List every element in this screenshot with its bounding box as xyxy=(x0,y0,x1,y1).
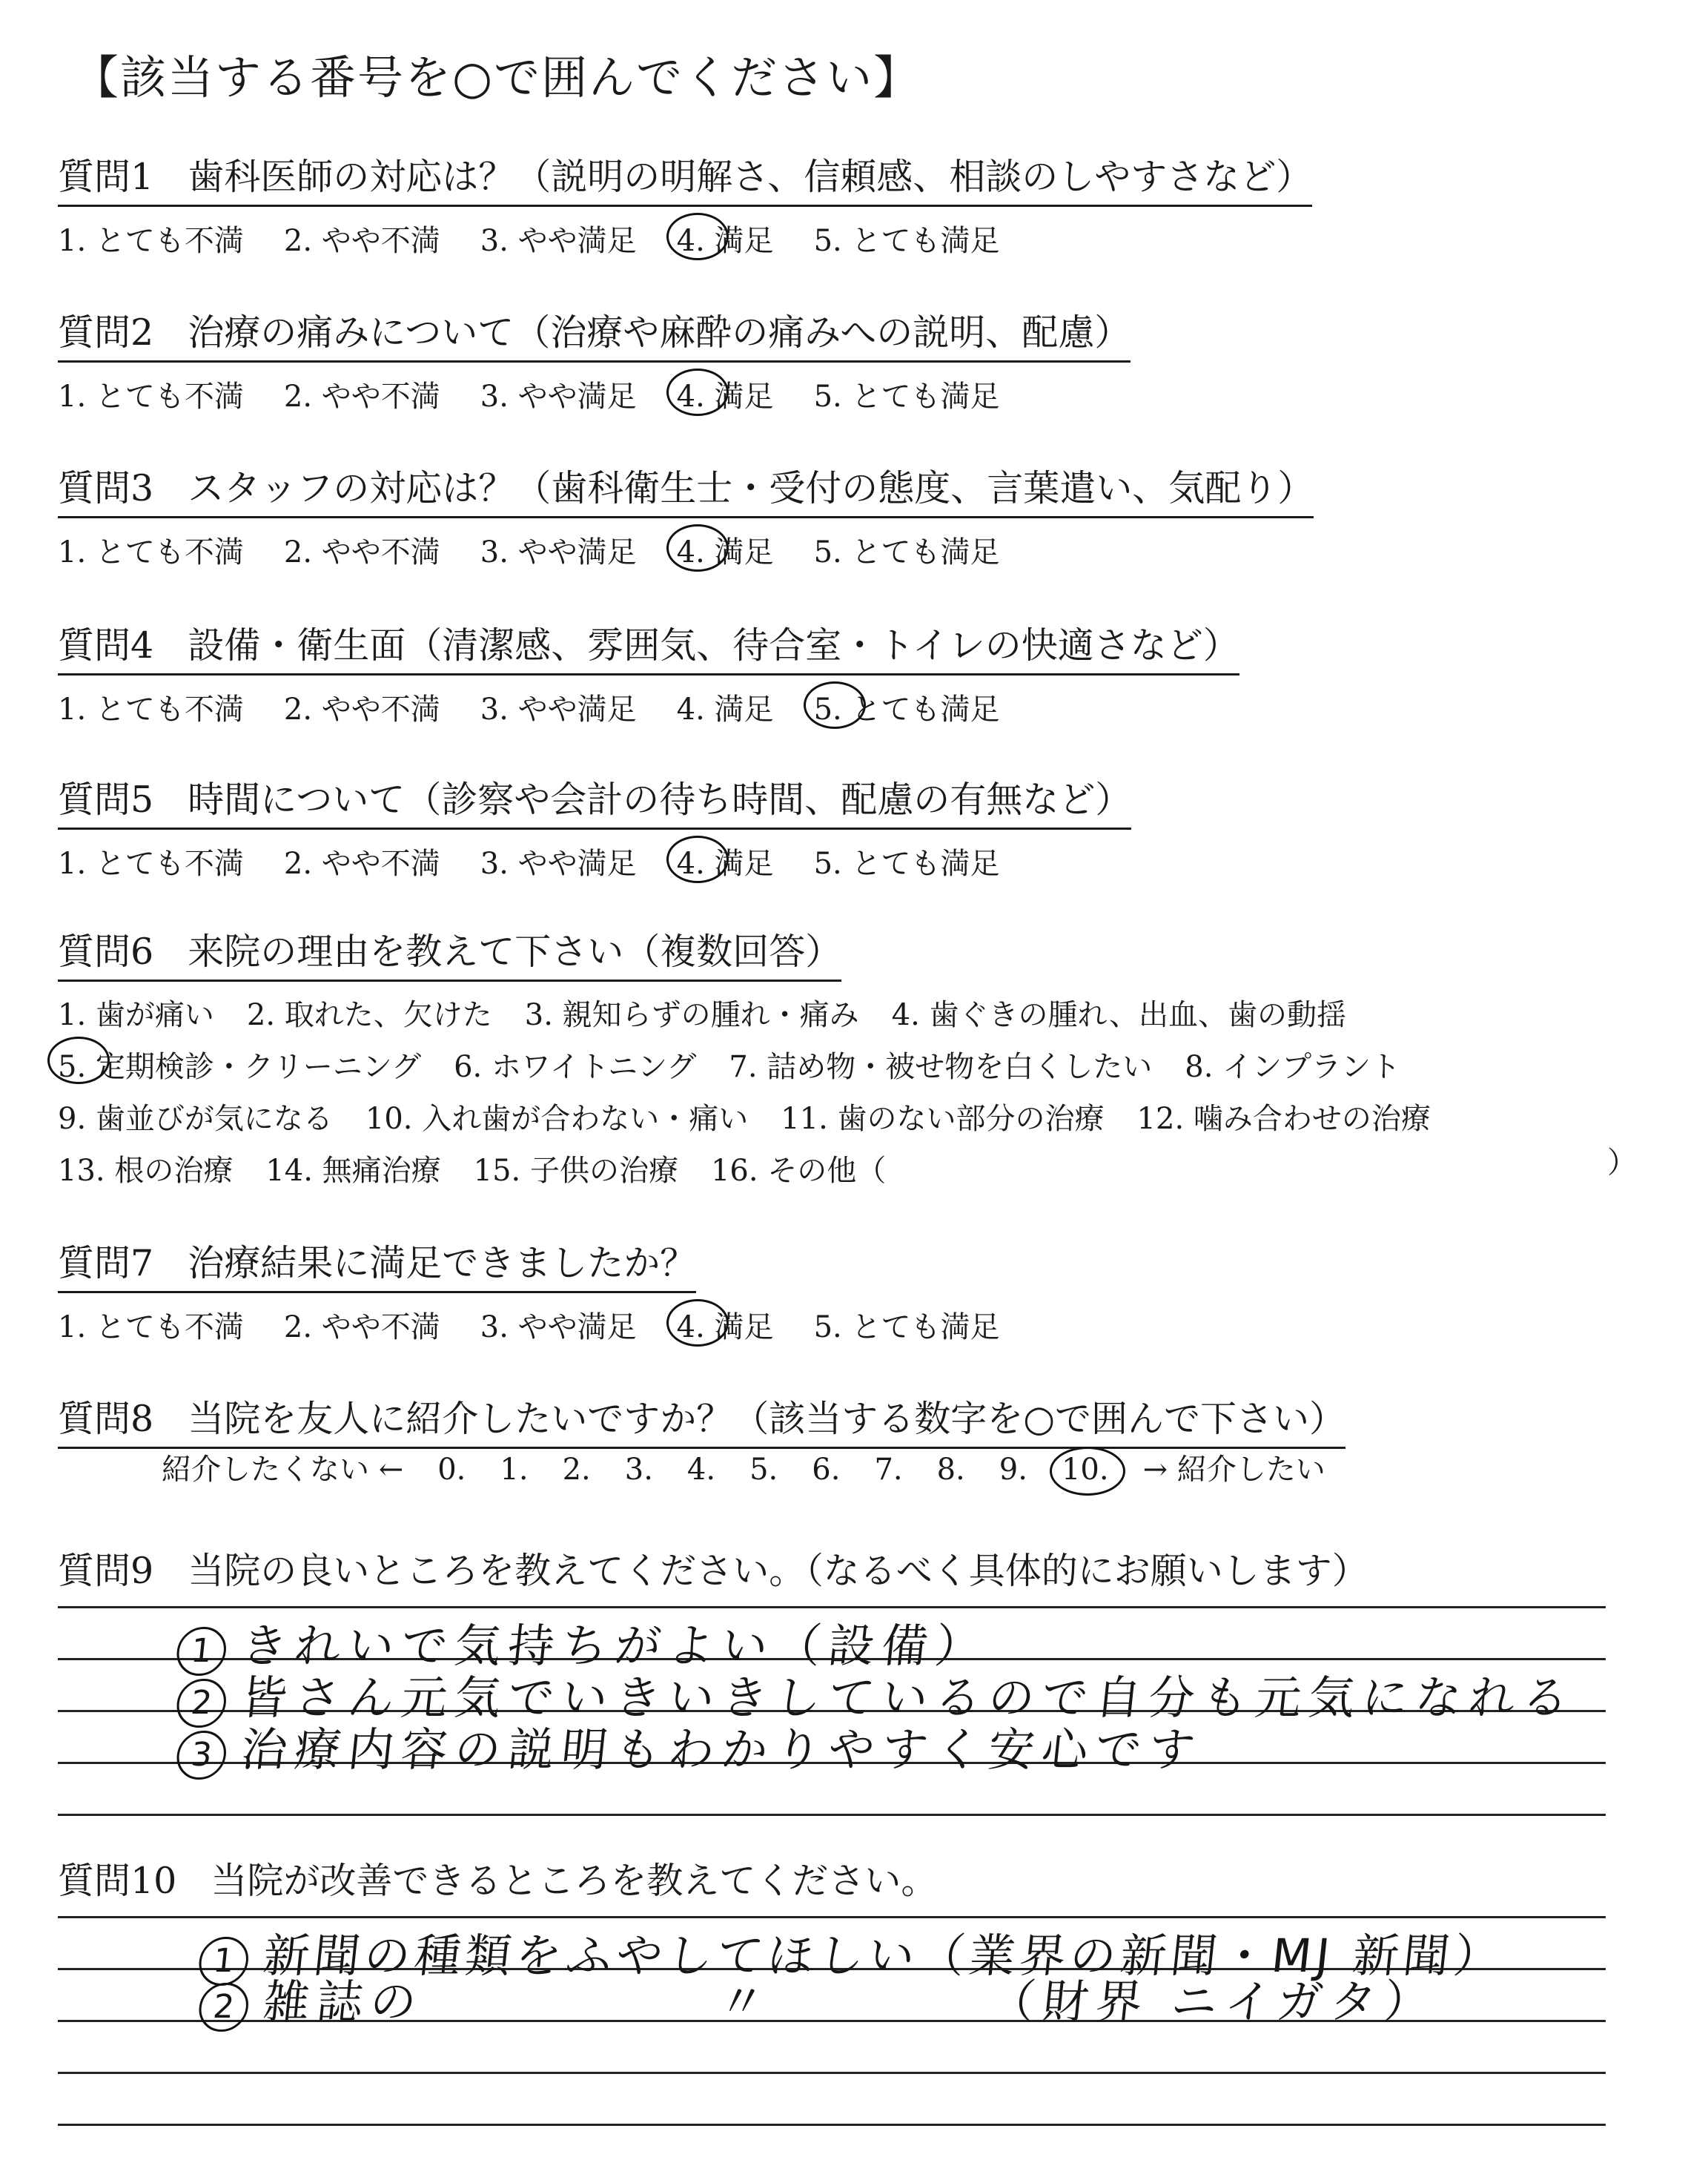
reason-option-8[interactable]: 8. インプラント xyxy=(1185,1050,1401,1084)
option-1[interactable]: 1. とても不満 xyxy=(58,535,244,569)
answer-options xyxy=(58,686,1239,728)
option-5[interactable]: 5. とても満足 xyxy=(813,847,1000,881)
reason-row xyxy=(58,989,1463,1041)
answer-mark: 2 xyxy=(196,1983,251,2032)
answer-text: きれいで気持ちがよい（設備） xyxy=(238,1619,992,1673)
option-3[interactable]: 3. やや満足 xyxy=(480,380,637,414)
question-10 xyxy=(58,1852,937,1909)
question-heading xyxy=(58,617,1239,676)
reason-row xyxy=(58,1093,1463,1145)
question-heading xyxy=(58,148,1312,207)
question-number: 質問10 xyxy=(58,1860,177,1902)
scale-8[interactable]: 8. xyxy=(936,1453,965,1487)
scale-9[interactable]: 9. xyxy=(999,1453,1027,1487)
option-1[interactable]: 1. とても不満 xyxy=(58,847,244,881)
answer-line xyxy=(58,1916,1606,1918)
question-heading xyxy=(58,771,1131,830)
answer-mark: 3 xyxy=(174,1731,228,1780)
reason-option-11[interactable]: 11. 歯のない部分の治療 xyxy=(781,1102,1105,1136)
scale-10-selected[interactable]: 10. xyxy=(1061,1453,1109,1487)
question-heading xyxy=(58,304,1131,363)
question-4 xyxy=(58,617,1239,728)
question-heading xyxy=(58,1390,1345,1449)
option-4-selected[interactable]: 4. 満足 xyxy=(677,1304,774,1346)
question-7 xyxy=(58,1235,1039,1346)
reason-option-15[interactable]: 15. 子供の治療 xyxy=(473,1154,678,1188)
answer-mark: 2 xyxy=(174,1679,228,1728)
question-heading xyxy=(58,923,841,982)
question-number: 質問3 xyxy=(58,467,154,509)
question-2 xyxy=(58,304,1131,415)
reason-option-7[interactable]: 7. 詰め物・被せ物を白くしたい xyxy=(729,1050,1153,1084)
q9-answer-3 xyxy=(174,1713,1205,1780)
question-heading xyxy=(58,1235,696,1293)
option-5[interactable]: 5. とても満足 xyxy=(813,224,1000,258)
option-2[interactable]: 2. やや不満 xyxy=(283,1310,440,1344)
answer-options xyxy=(58,373,1131,415)
question-text: 歯科医師の対応は？（説明の明解さ、信頼感、相談のしやすさなど） xyxy=(188,156,1313,198)
answer-mark: 1 xyxy=(174,1627,228,1676)
scale-right-label: → 紹介したい xyxy=(1142,1453,1325,1487)
answer-text: 皆さん元気でいきいきしているので自分も元気になれる xyxy=(238,1671,1579,1725)
option-3[interactable]: 3. やや満足 xyxy=(480,1310,637,1344)
reason-option-13[interactable]: 13. 根の治療 xyxy=(58,1154,234,1188)
question-text: 来院の理由を教えて下さい（複数回答） xyxy=(188,931,842,973)
question-3 xyxy=(58,460,1314,571)
option-2[interactable]: 2. やや不満 xyxy=(283,224,440,258)
reason-option-2[interactable]: 2. 取れた、欠けた xyxy=(246,998,492,1032)
question-heading xyxy=(58,1542,1368,1599)
scale-left-label: 紹介したくない ← xyxy=(162,1453,404,1487)
reason-option-6[interactable]: 6. ホワイトニング xyxy=(454,1050,697,1084)
option-5[interactable]: 5. とても満足 xyxy=(813,380,1000,414)
option-3[interactable]: 3. やや満足 xyxy=(480,693,637,727)
answer-line xyxy=(58,2124,1606,2126)
answer-mark: 1 xyxy=(196,1937,251,1986)
question-number: 質問1 xyxy=(58,156,154,198)
scale-6[interactable]: 6. xyxy=(812,1453,841,1487)
scale-0[interactable]: 0. xyxy=(437,1453,466,1487)
question-text: 設備・衛生面（清潔感、雰囲気、待合室・トイレの快適さなど） xyxy=(188,624,1239,667)
answer-options xyxy=(58,217,1312,260)
question-number: 質問8 xyxy=(58,1398,154,1440)
option-4-selected[interactable]: 4. 満足 xyxy=(677,373,774,415)
question-text: 治療の痛みについて（治療や麻酔の痛みへの説明、配慮） xyxy=(188,311,1131,354)
reason-option-4[interactable]: 4. 歯ぐきの腫れ、出血、歯の動揺 xyxy=(891,998,1346,1032)
recommend-scale xyxy=(162,1446,1360,1488)
other-close-paren: ） xyxy=(1607,1146,1637,1180)
reason-row xyxy=(58,1145,1463,1197)
option-1[interactable]: 1. とても不満 xyxy=(58,1310,244,1344)
reason-option-16[interactable]: 16. その他（ xyxy=(710,1154,887,1188)
scale-5[interactable]: 5. xyxy=(749,1453,778,1487)
answer-options xyxy=(58,840,1131,882)
q10-answer-2-note: （財界 ニイガタ） xyxy=(986,1975,1440,2029)
q10-answer-2-ditto: 〃 xyxy=(715,1975,775,2029)
option-1[interactable]: 1. とても不満 xyxy=(58,693,244,727)
question-9 xyxy=(58,1542,1368,1599)
answer-line xyxy=(58,1814,1606,1816)
option-4-selected[interactable]: 4. 満足 xyxy=(677,529,774,571)
scale-4[interactable]: 4. xyxy=(686,1453,716,1487)
question-8 xyxy=(58,1390,1345,1449)
question-number: 質問2 xyxy=(58,311,154,354)
answer-line xyxy=(58,1606,1606,1608)
answer-options xyxy=(58,1304,1039,1346)
answer-line xyxy=(58,2072,1606,2074)
question-number: 質問7 xyxy=(58,1242,154,1284)
scale-1[interactable]: 1. xyxy=(500,1453,529,1487)
option-2[interactable]: 2. やや不満 xyxy=(283,535,440,569)
question-number: 質問5 xyxy=(58,779,154,821)
question-1 xyxy=(58,148,1312,260)
reason-row xyxy=(58,1041,1463,1093)
option-5[interactable]: 5. とても満足 xyxy=(813,535,1000,569)
reason-option-1[interactable]: 1. 歯が痛い xyxy=(58,998,214,1032)
option-1[interactable]: 1. とても不満 xyxy=(58,224,244,258)
question-5 xyxy=(58,771,1131,882)
option-4[interactable]: 4. 満足 xyxy=(676,693,774,727)
question-text: 当院の良いところを教えてください。（なるべく具体的にお願いします） xyxy=(188,1550,1368,1592)
answer-text: 雑誌の xyxy=(260,1975,427,2029)
question-text: 当院を友人に紹介したいですか？（該当する数字を○で囲んで下さい） xyxy=(188,1398,1345,1440)
question-heading xyxy=(58,460,1314,518)
reason-option-12[interactable]: 12. 噛み合わせの治療 xyxy=(1136,1102,1431,1136)
option-5-selected[interactable]: 5. とても満足 xyxy=(814,686,1000,728)
answer-options xyxy=(58,529,1314,571)
option-2[interactable]: 2. やや不満 xyxy=(283,693,440,727)
reason-options xyxy=(58,989,1463,1197)
scale-7[interactable]: 7. xyxy=(874,1453,903,1487)
question-number: 質問6 xyxy=(58,931,154,973)
reason-option-10[interactable]: 10. 入れ歯が合わない・痛い xyxy=(365,1102,749,1136)
reason-option-3[interactable]: 3. 親知らずの腫れ・痛み xyxy=(524,998,859,1032)
reason-option-14[interactable]: 14. 無痛治療 xyxy=(265,1154,441,1188)
question-number: 質問4 xyxy=(58,624,154,667)
option-3[interactable]: 3. やや満足 xyxy=(480,224,637,258)
question-text: 当院が改善できるところを教えてください。 xyxy=(211,1860,938,1902)
answer-text: 治療内容の説明もわかりやすく安心です xyxy=(238,1723,1205,1777)
answer-text: 新聞の種類をふやしてほしい（業界の新聞・MJ 新聞） xyxy=(260,1929,1507,1983)
page-title: 【該当する番号を○で囲んでください】 xyxy=(73,50,921,105)
question-number: 質問9 xyxy=(58,1550,154,1592)
question-text: 時間について（診察や会計の待ち時間、配慮の有無など） xyxy=(188,779,1132,821)
option-5[interactable]: 5. とても満足 xyxy=(813,1310,1000,1344)
question-text: 治療結果に満足できましたか？ xyxy=(188,1242,697,1284)
scale-2[interactable]: 2. xyxy=(562,1453,591,1487)
option-4-selected[interactable]: 4. 満足 xyxy=(677,217,774,260)
option-2[interactable]: 2. やや不満 xyxy=(283,380,440,414)
reason-option-9[interactable]: 9. 歯並びが気になる xyxy=(58,1102,333,1136)
question-heading xyxy=(58,1852,937,1909)
option-3[interactable]: 3. やや満足 xyxy=(480,847,637,881)
option-4-selected[interactable]: 4. 満足 xyxy=(677,840,774,882)
scale-3[interactable]: 3. xyxy=(624,1453,653,1487)
reason-option-5-selected[interactable]: 5. 定期検診・クリーニング xyxy=(58,1041,421,1093)
option-1[interactable]: 1. とても不満 xyxy=(58,380,244,414)
question-text: スタッフの対応は？（歯科衛生士・受付の態度、言葉遣い、気配り） xyxy=(188,467,1314,509)
option-2[interactable]: 2. やや不満 xyxy=(283,847,440,881)
q10-answer-2 xyxy=(196,1965,427,2032)
option-3[interactable]: 3. やや満足 xyxy=(480,535,637,569)
question-6 xyxy=(58,923,1463,1197)
